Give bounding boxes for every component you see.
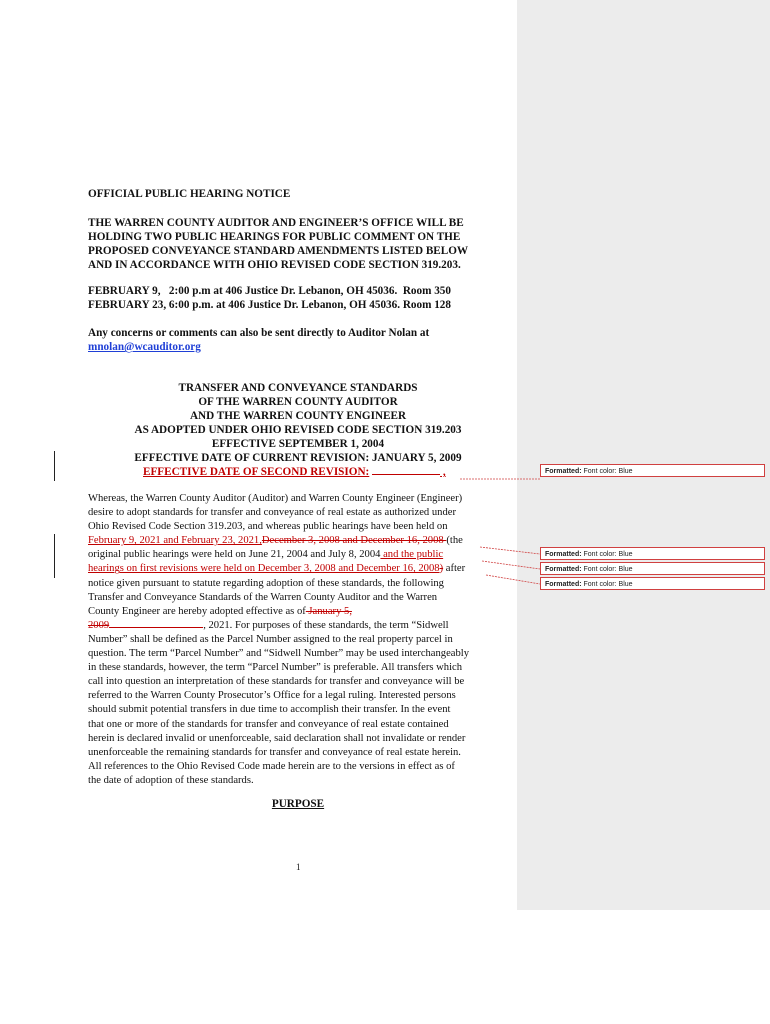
- deleted-text: January 5,: [305, 605, 352, 617]
- body-line: the date of adoption of these standards.: [88, 774, 254, 786]
- standards-header-line: AS ADOPTED UNDER OHIO REVISED CODE SECTION 319.203: [134, 424, 462, 436]
- body-line: desire to adopt standards for transfer and conveyance of real estate as authorized under: [88, 507, 456, 519]
- body-text: after: [443, 563, 466, 575]
- deleted-text: 2009: [88, 619, 110, 631]
- body-line: notice given pursuant to statute regarding adoption of these standards, the following: [88, 577, 444, 589]
- contact-text: Any concerns or comments can also be sent directly to Auditor Nolan at: [88, 327, 430, 339]
- body-line: Number” shall be defined as the Parcel Number assigned to the real property parcel in: [88, 633, 453, 645]
- comment-label: Formatted:: [545, 551, 582, 558]
- deleted-text: December 3, 2008 and December 16, 2008: [261, 535, 447, 547]
- deleted-text: ): [439, 563, 444, 575]
- format-comment-balloon[interactable]: [540, 547, 765, 560]
- standards-header-line: TRANSFER AND CONVEYANCE STANDARDS: [178, 382, 418, 394]
- standards-header-line: AND THE WARREN COUNTY ENGINEER: [189, 410, 407, 422]
- body-line: Transfer and Conveyance Standards of the Warren County Auditor and the Warren: [88, 591, 438, 603]
- body-line: should submit potential transfers in due time to accomplish their transfer. In the event: [88, 704, 451, 716]
- comment-label: Formatted:: [545, 581, 582, 588]
- body-line: referred to the Warren County Prosecutor’s Office for a legal ruling. Interested persons: [88, 690, 456, 702]
- body-line: herein is declared invalid or unenforceable, said declaration shall not invalidate or render: [88, 732, 466, 744]
- body-line: Whereas, the Warren County Auditor (Auditor) and Warren County Engineer (Engineer): [88, 493, 463, 504]
- page-number: 1: [296, 862, 301, 872]
- inserted-text: and the public: [380, 549, 444, 561]
- connector-line: [480, 547, 540, 554]
- format-comment-balloon[interactable]: [540, 562, 765, 575]
- standards-header-line: EFFECTIVE DATE OF CURRENT REVISION: JANUARY 5, 2009: [134, 452, 462, 464]
- notice-intro-line: THE WARREN COUNTY AUDITOR AND ENGINEER’S OFFICE WILL BE: [88, 217, 464, 229]
- body-line: call into question an interpretation of these standards for transfer and conveyance will be: [88, 676, 465, 688]
- standards-header-line: EFFECTIVE SEPTEMBER 1, 2004: [211, 438, 385, 450]
- body-line: unenforceable the remaining standards for transfer and conveyance of real estate herein.: [88, 746, 461, 758]
- hearing-2: FEBRUARY 23, 6:00 p.m. at 406 Justice Dr. Lebanon, OH 45036. Room 128: [88, 299, 451, 311]
- comment-label: Formatted:: [545, 468, 582, 475]
- comment-text: Font color: Blue: [583, 566, 633, 573]
- connector-line: [482, 561, 540, 569]
- inserted-text: February 9, 2021 and February 23, 2021,: [88, 535, 262, 547]
- body-text: (the: [446, 535, 463, 547]
- format-comment-balloon[interactable]: [540, 464, 765, 477]
- body-line: in these standards, however, the term “Parcel Number” is preferable. All transfers which: [88, 662, 463, 674]
- standards-header-line: OF THE WARREN COUNTY AUDITOR: [198, 396, 398, 408]
- comment-text: Font color: Blue: [583, 581, 633, 588]
- body-line: Ohio Revised Code Section 319.203, and whereas public hearings have been held on: [88, 521, 448, 533]
- contact-email-link[interactable]: mnolan@wcauditor.org: [88, 341, 201, 353]
- second-revision-comma: ,: [440, 466, 446, 478]
- notice-intro-line: HOLDING TWO PUBLIC HEARINGS FOR PUBLIC COMMENT ON THE: [88, 231, 461, 243]
- body-line: All references to the Ohio Revised Code made herein are to the versions in effect as of: [88, 760, 455, 772]
- connector-line: [486, 575, 540, 584]
- notice-intro-line: AND IN ACCORDANCE WITH OHIO REVISED CODE SECTION 319.203.: [88, 259, 461, 271]
- hearing-1: FEBRUARY 9, 2:00 p.m at 406 Justice Dr. Lebanon, OH 45036. Room 350: [88, 285, 451, 297]
- comment-text: Font color: Blue: [583, 468, 633, 475]
- format-comment-balloon[interactable]: [540, 577, 765, 590]
- notice-title: OFFICIAL PUBLIC HEARING NOTICE: [88, 188, 291, 200]
- body-line: question. The term “Parcel Number” and “Sidwell Number” may be used interchangeably: [88, 648, 470, 660]
- body-line: that one or more of the standards for transfer and conveyance of real estate contained: [88, 718, 449, 730]
- inserted-text: hearings on first revisions were held on December 3, 2008 and December 16, 2008: [88, 563, 440, 575]
- body-text: original public hearings were held on June 21, 2004 and July 8, 2004: [88, 549, 381, 561]
- body-text: County Engineer are hereby adopted effective as of: [88, 605, 306, 617]
- notice-intro-line: PROPOSED CONVEYANCE STANDARD AMENDMENTS LISTED BELOW: [88, 245, 469, 257]
- comment-text: Font color: Blue: [583, 551, 633, 558]
- body-text: , 2021. For purposes of these standards, the term “Sidwell: [203, 619, 449, 631]
- comment-label: Formatted:: [545, 566, 582, 573]
- second-revision-label: EFFECTIVE DATE OF SECOND REVISION:: [143, 466, 370, 478]
- purpose-heading: PURPOSE: [271, 798, 325, 810]
